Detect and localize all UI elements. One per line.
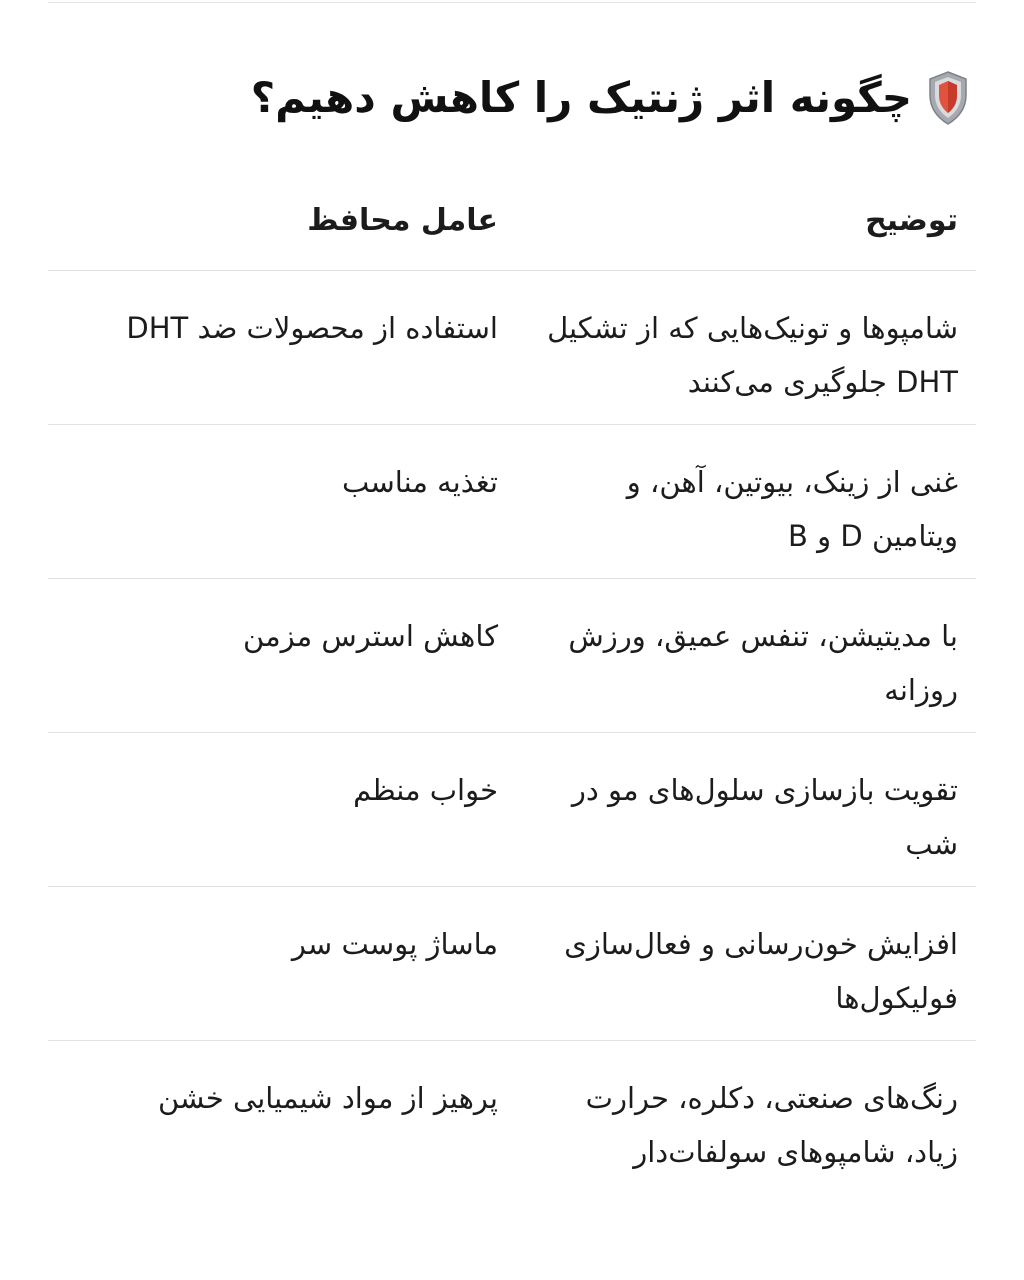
- table-header-row: [48, 168, 976, 271]
- page-title: چگونه اثر ژنتیک را کاهش دهیم؟: [250, 73, 912, 122]
- table-row: [48, 733, 976, 887]
- header-description: توضیح: [865, 203, 958, 238]
- row-factor: کاهش استرس مزمن: [243, 619, 498, 653]
- row-factor: خواب منظم: [353, 773, 498, 807]
- header-factor: عامل محافظ: [307, 203, 498, 238]
- row-factor: پرهیز از مواد شیمیایی خشن: [157, 1081, 498, 1115]
- table-row: [48, 887, 976, 1041]
- table-row-last: [48, 1041, 976, 1195]
- row-factor: تغذیه مناسب: [341, 465, 498, 499]
- top-divider: [48, 2, 976, 3]
- row-description: افزایش خون‌رسانی و فعال‌سازی فولیکول‌ها: [564, 927, 958, 1015]
- table-row: [48, 271, 976, 425]
- protective-factors-table: [48, 168, 976, 1195]
- row-description: شامپوها و تونیک‌هایی که از تشکیل DHT جلوگیری می‌کنند: [547, 311, 958, 399]
- shield-icon: [928, 71, 968, 125]
- table-row: [48, 425, 976, 579]
- table-row: [48, 579, 976, 733]
- row-factor: استفاده از محصولات ضد DHT: [126, 311, 498, 345]
- row-description: تقویت بازسازی سلول‌های مو در شب: [571, 773, 958, 861]
- row-description: غنی از زینک، بیوتین، آهن، و ویتامین D و B: [626, 465, 958, 553]
- row-description: رنگ‌های صنعتی، دکلره، حرارت زیاد، شامپوهای سولفات‌دار: [585, 1081, 958, 1169]
- section-heading: [251, 66, 968, 130]
- row-factor: ماساژ پوست سر: [291, 927, 498, 961]
- row-description: با مدیتیشن، تنفس عمیق، ورزش روزانه: [568, 619, 958, 707]
